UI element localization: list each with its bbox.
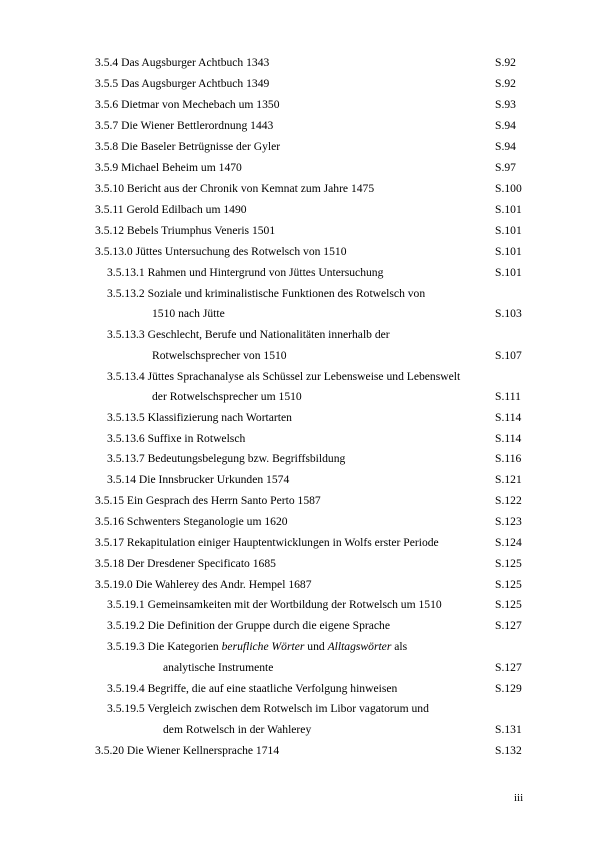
page-number-footer: iii (514, 792, 524, 804)
toc-entry: 3.5.19.0 Die Wahlerey des Andr. Hempel 1687 (95, 578, 312, 591)
toc-entry-text: 3.5.19.3 Die Kategorien (107, 640, 222, 653)
toc-entry-continuation: Rotwelschsprecher von 1510 (152, 349, 287, 362)
toc-entry-continuation: der Rotwelschsprecher um 1510 (152, 390, 302, 403)
toc-entry: 3.5.17 Rekapitulation einiger Hauptentwicklungen in Wolfs erster Periode (95, 536, 439, 549)
toc-entry: 3.5.19.1 Gemeinsamkeiten mit der Wortbildung der Rotwelsch um 1510 (107, 598, 442, 611)
toc-page-number: S.125 (495, 557, 522, 570)
toc-page-number: S.121 (495, 473, 522, 486)
toc-page-number: S.125 (495, 578, 522, 591)
toc-page-number: S.132 (495, 744, 522, 757)
toc-entry: 3.5.19.5 Vergleich zwischen dem Rotwelsch im Libor vagatorum und (107, 702, 429, 715)
toc-entry-text: als (391, 640, 408, 653)
toc-page-number: S.92 (495, 56, 516, 69)
toc-entry: 3.5.13.2 Soziale und kriminalistische Funktionen des Rotwelsch von (107, 287, 426, 300)
toc-entry: 3.5.13.6 Suffixe in Rotwelsch (107, 432, 246, 445)
toc-page-number: S.122 (495, 494, 522, 507)
toc-entry: 3.5.13.3 Geschlecht, Berufe und Nationalitäten innerhalb der (107, 328, 390, 341)
toc-page-number: S.123 (495, 515, 522, 528)
toc-page-number: S.131 (495, 723, 522, 736)
toc-page-number: S.114 (495, 432, 522, 445)
toc-page-number: S.111 (495, 390, 521, 403)
toc-entry: 3.5.19.4 Begriffe, die auf eine staatliche Verfolgung hinweisen (107, 682, 398, 695)
toc-entry: 3.5.16 Schwenters Steganologie um 1620 (95, 515, 288, 528)
toc-page-number: S.94 (495, 119, 516, 132)
toc-page-number: S.94 (495, 140, 516, 153)
toc-entry: 3.5.8 Die Baseler Betrügnisse der Gyler (95, 140, 281, 153)
toc-entry (107, 639, 407, 655)
toc-entry: 3.5.13.5 Klassifizierung nach Wortarten (107, 411, 292, 424)
toc-entry: 3.5.9 Michael Beheim um 1470 (95, 161, 242, 174)
toc-page-number: S.125 (495, 598, 522, 611)
toc-page-number: S.107 (495, 349, 522, 362)
toc-entry-continuation: 1510 nach Jütte (152, 307, 225, 320)
toc-page-number: S.100 (495, 182, 522, 195)
toc-page-number: S.116 (495, 452, 522, 465)
emphasis-text: berufliche Wörter (221, 640, 305, 653)
toc-page-number: S.92 (495, 77, 516, 90)
toc-entry-continuation: dem Rotwelsch in der Wahlerey (163, 723, 312, 736)
toc-entry: 3.5.11 Gerold Edilbach um 1490 (95, 203, 247, 216)
toc-page-number: S.124 (495, 536, 522, 549)
toc-page-number: S.114 (495, 411, 522, 424)
toc-entry: 3.5.15 Ein Gesprach des Herrn Santo Perto 1587 (95, 494, 321, 507)
toc-page-number: S.101 (495, 266, 522, 279)
toc-entry: 3.5.4 Das Augsburger Achtbuch 1343 (95, 56, 270, 69)
toc-page-number: S.101 (495, 203, 522, 216)
toc-entry: 3.5.5 Das Augsburger Achtbuch 1349 (95, 77, 270, 90)
toc-entry: 3.5.13.0 Jüttes Untersuchung des Rotwelsch von 1510 (95, 245, 347, 258)
toc-entry: 3.5.12 Bebels Triumphus Veneris 1501 (95, 224, 276, 237)
toc-entry: 3.5.7 Die Wiener Bettlerordnung 1443 (95, 119, 274, 132)
toc-entry: 3.5.6 Dietmar von Mechebach um 1350 (95, 98, 280, 111)
toc-page-number: S.101 (495, 245, 522, 258)
toc-entry-text: und (304, 640, 328, 653)
toc-entry: 3.5.10 Bericht aus der Chronik von Kemnat zum Jahre 1475 (95, 182, 375, 195)
toc-page-number: S.97 (495, 161, 516, 174)
toc-entry: 3.5.13.4 Jüttes Sprachanalyse als Schüssel zur Lebensweise und Lebenswelt (107, 370, 461, 383)
emphasis-text: Alltagswörter (327, 640, 392, 653)
toc-entry: 3.5.14 Die Innsbrucker Urkunden 1574 (107, 473, 290, 486)
toc-page-number: S.101 (495, 224, 522, 237)
toc-entry: 3.5.18 Der Dresdener Specificato 1685 (95, 557, 276, 570)
toc-page-number: S.93 (495, 98, 516, 111)
toc-entry: 3.5.19.2 Die Definition der Gruppe durch die eigene Sprache (107, 619, 390, 632)
toc-page-number: S.103 (495, 307, 522, 320)
toc-page-number: S.129 (495, 682, 522, 695)
toc-page-number: S.127 (495, 619, 522, 632)
toc-entry: 3.5.20 Die Wiener Kellnersprache 1714 (95, 744, 280, 757)
toc-entry: 3.5.13.1 Rahmen und Hintergrund von Jüttes Untersuchung (107, 266, 384, 279)
toc-entry-continuation: analytische Instrumente (163, 661, 274, 674)
toc-page-number: S.127 (495, 661, 522, 674)
toc-entry: 3.5.13.7 Bedeutungsbelegung bzw. Begriffsbildung (107, 452, 346, 465)
